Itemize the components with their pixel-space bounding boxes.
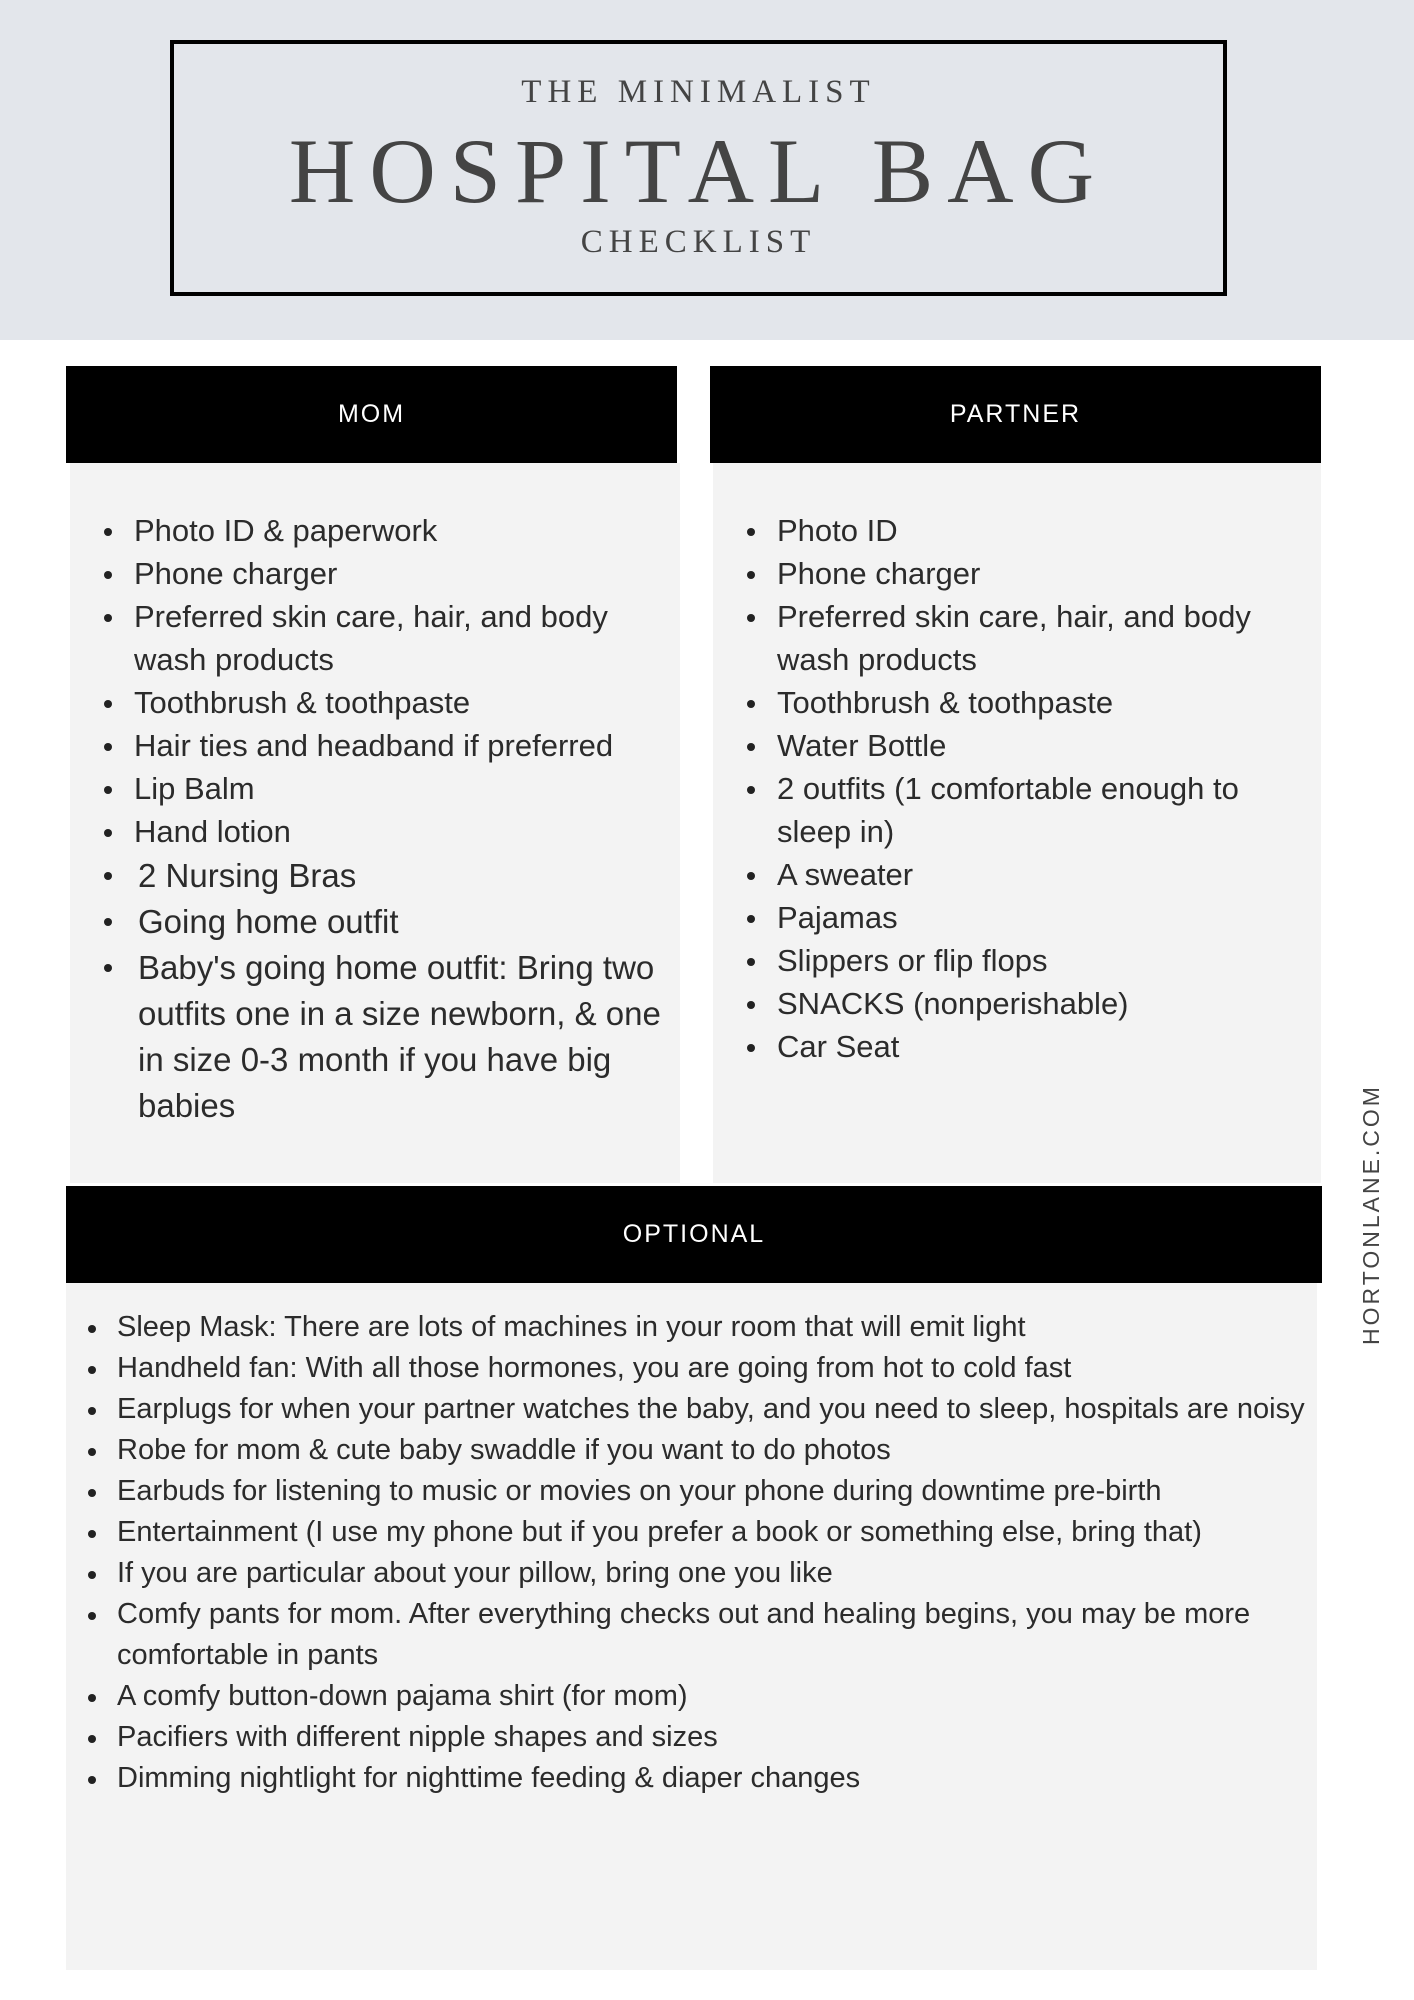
page-title: HOSPITAL BAG [288, 120, 1109, 222]
optional-heading: OPTIONAL [66, 1186, 1322, 1283]
list-item: Earbuds for listening to music or movies on your phone during downtime pre-birth [66, 1471, 1317, 1512]
header-banner [0, 0, 1414, 340]
partner-heading: PARTNER [710, 366, 1321, 463]
list-item: Hand lotion [70, 810, 680, 853]
mom-panel [70, 463, 680, 1183]
list-item: Toothbrush & toothpaste [70, 681, 680, 724]
title-box [170, 40, 1227, 296]
mom-list [70, 509, 680, 1129]
list-item: Comfy pants for mom. After everything checks out and healing begins, you may be more comfortable in pants [66, 1594, 1317, 1676]
list-item: Lip Balm [70, 767, 680, 810]
mom-heading: MOM [66, 366, 677, 463]
list-item: Preferred skin care, hair, and body wash products [70, 595, 680, 681]
list-item: A comfy button-down pajama shirt (for mom) [66, 1676, 1317, 1717]
title-line-1: THE MINIMALIST [521, 74, 876, 110]
list-item: If you are particular about your pillow, bring one you like [66, 1553, 1317, 1594]
partner-panel [713, 463, 1321, 1183]
list-item: Toothbrush & toothpaste [713, 681, 1321, 724]
list-item: Hair ties and headband if preferred [70, 724, 680, 767]
list-item: A sweater [713, 853, 1321, 896]
list-item: Pajamas [713, 896, 1321, 939]
list-item: Baby's going home outfit: Bring two outfits one in a size newborn, & one in size 0-3 month if you have big babies [70, 945, 680, 1129]
list-item: Water Bottle [713, 724, 1321, 767]
list-item: Earplugs for when your partner watches the baby, and you need to sleep, hospitals are noisy [66, 1389, 1317, 1430]
website-label: HORTONLANE.COM [1358, 1084, 1384, 1345]
list-item: Photo ID & paperwork [70, 509, 680, 552]
list-item: Robe for mom & cute baby swaddle if you want to do photos [66, 1430, 1317, 1471]
list-item: Photo ID [713, 509, 1321, 552]
optional-list [66, 1307, 1317, 1799]
list-item: Car Seat [713, 1025, 1321, 1068]
list-item: Phone charger [713, 552, 1321, 595]
list-item: Going home outfit [70, 899, 680, 945]
list-item: 2 outfits (1 comfortable enough to sleep in) [713, 767, 1321, 853]
list-item: Slippers or flip flops [713, 939, 1321, 982]
list-item: Preferred skin care, hair, and body wash products [713, 595, 1321, 681]
list-item: Phone charger [70, 552, 680, 595]
list-item: Entertainment (I use my phone but if you prefer a book or something else, bring that) [66, 1512, 1317, 1553]
partner-list [713, 509, 1321, 1068]
list-item: Dimming nightlight for nighttime feeding & diaper changes [66, 1758, 1317, 1799]
list-item: 2 Nursing Bras [70, 853, 680, 899]
list-item: Sleep Mask: There are lots of machines in your room that will emit light [66, 1307, 1317, 1348]
optional-panel [66, 1283, 1317, 1970]
list-item: SNACKS (nonperishable) [713, 982, 1321, 1025]
list-item: Pacifiers with different nipple shapes and sizes [66, 1717, 1317, 1758]
title-line-3: CHECKLIST [580, 224, 817, 260]
list-item: Handheld fan: With all those hormones, you are going from hot to cold fast [66, 1348, 1317, 1389]
